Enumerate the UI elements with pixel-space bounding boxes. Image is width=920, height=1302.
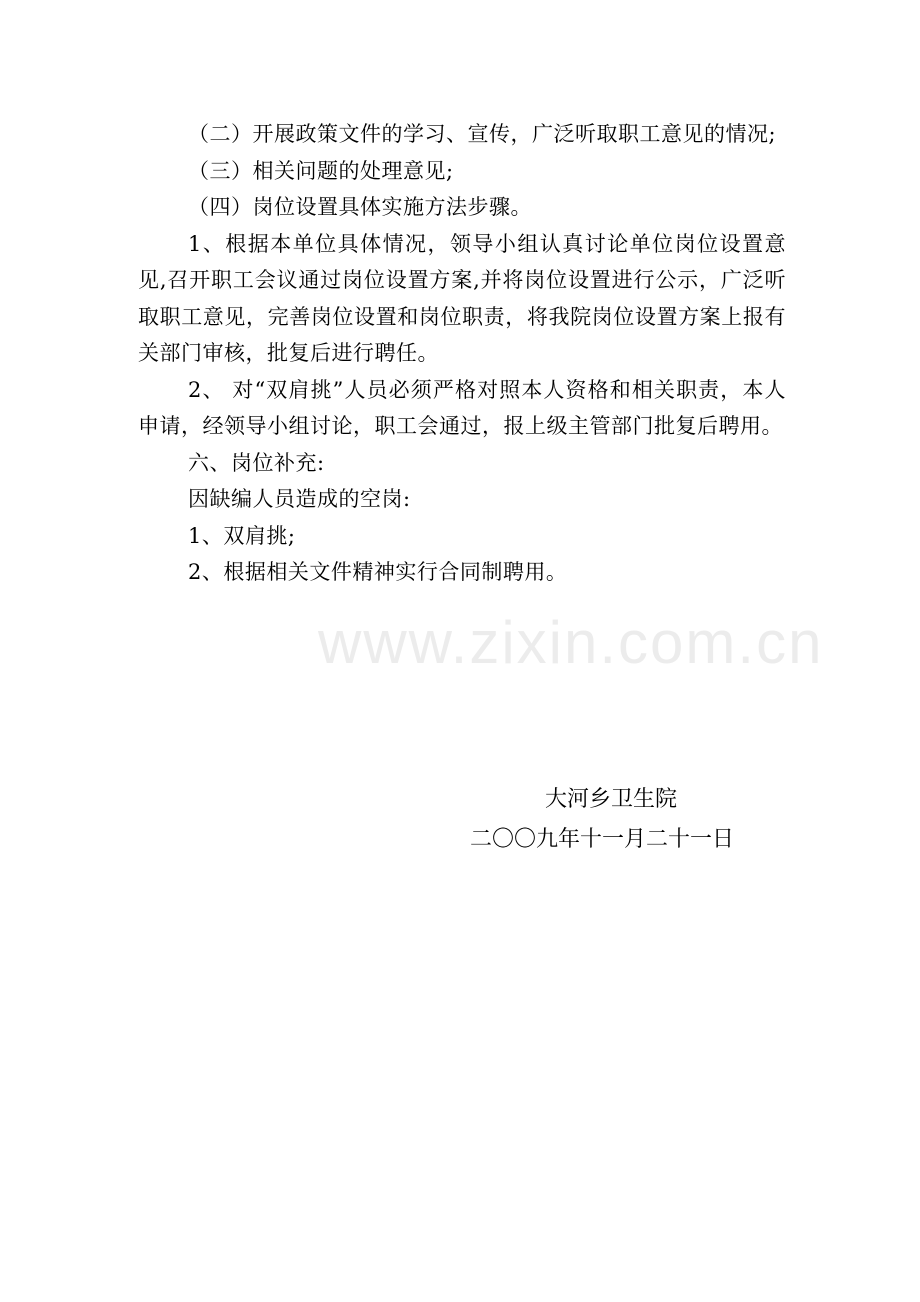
paragraph-issue-handling: （三）相关问题的处理意见; [188,158,454,183]
signature-organization: 大河乡卫生院 [545,787,678,812]
list-item-contract-hiring: 2、根据相关文件精神实行合同制聘用。 [188,560,568,584]
signature-block [470,780,790,860]
paragraph-vacancy-intro: 因缺编人员造成的空岗: [188,487,411,511]
paragraph-policy-study: （二）开展政策文件的学习、宣传，广泛听取职工意见的情况; [188,122,777,146]
paragraph-implementation-steps: （四）岗位设置具体实施方法步骤。 [188,195,532,219]
paragraph-step-1: 1、根据本单位具体情况，领导小组认真讨论单位岗位设置意见,召开职工会议通过岗位设置方案,并将岗位设置进行公示，广泛听取职工意见，完善岗位设置和岗位职责，将我院岗位设置方案上报有关部门审核，批复后进行聘任。 [138,231,786,365]
list-item-dual-role: 1、双肩挑; [188,523,296,548]
signature-date: 二〇〇九年十一月二十一日 [470,827,735,852]
document-body [138,116,786,591]
section-heading-position-supplement: 六、岗位补充: [188,450,325,475]
paragraph-step-2: 2、 对“双肩挑”人员必须严格对照本人资格和相关职责，本人申请，经领导小组讨论，职工会通过，报上级主管部门批复后聘用。 [138,377,786,438]
watermark: www.zixin.com.cn [318,609,824,676]
